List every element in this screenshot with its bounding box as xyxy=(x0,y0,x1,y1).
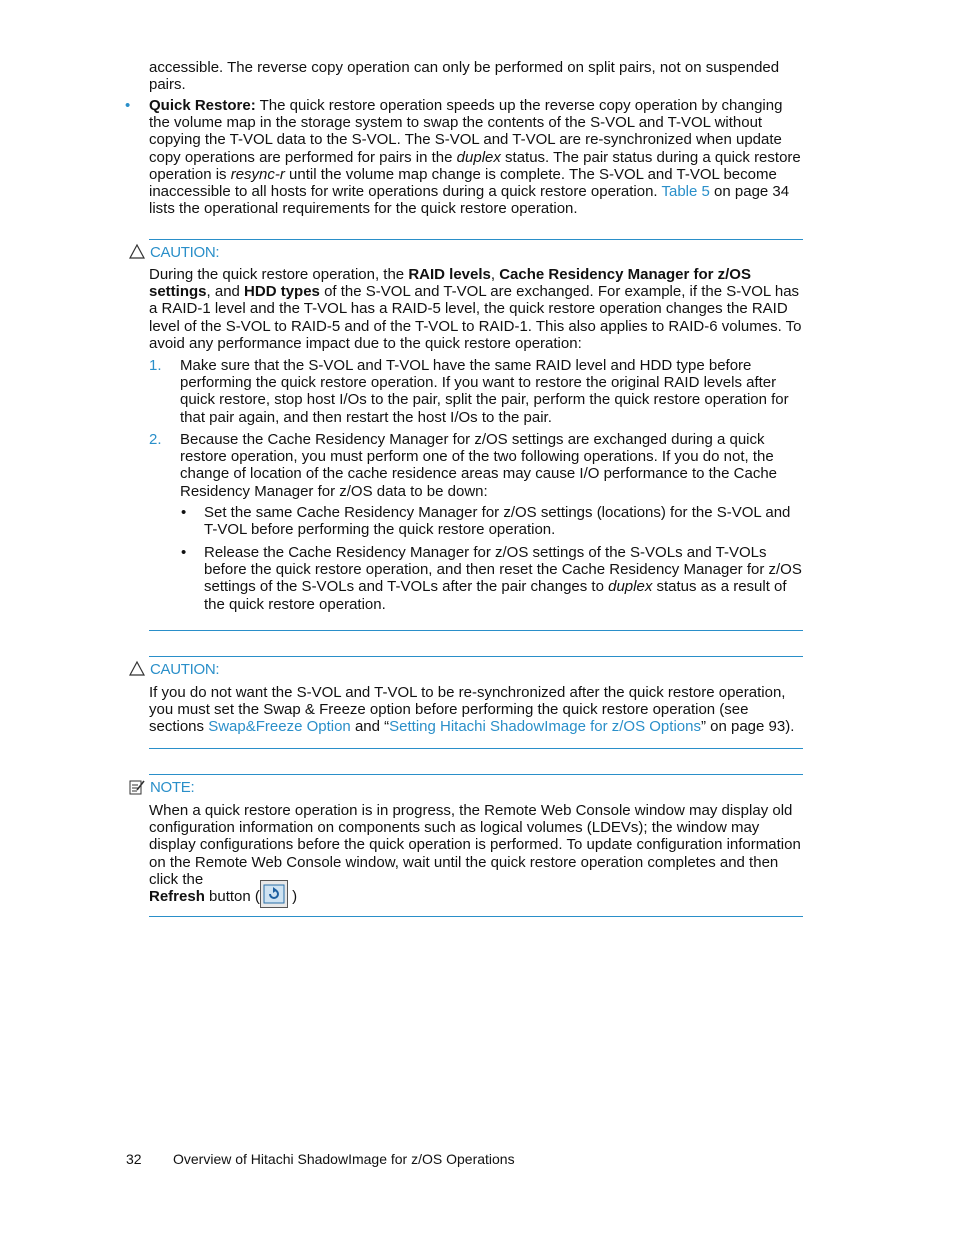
subitem-2-text: Release the Cache Residency Manager for z/OS settings of the S-VOLs and T-VOLs before the quick restore operation, and then reset the Cache Residency Manager for z/OS settings of the S-VOLs and T-VOLs after the pair changes to duplex status as a result of the quick restore operation. xyxy=(204,544,802,613)
subitem-1-text: Set the same Cache Residency Manager for z/OS settings (locations) for the S-VOL and T-VOL before performing the quick restore operation. xyxy=(204,504,791,539)
swap-freeze-link[interactable]: Swap&Freeze Option xyxy=(208,718,351,736)
note-bottom-rule xyxy=(149,916,803,917)
intro-continuation: accessible. The reverse copy operation can only be performed on split pairs, not on suspended pairs. xyxy=(149,59,780,94)
quick-restore-bullet: • xyxy=(125,97,131,114)
quick-restore-paragraph: Quick Restore: The quick restore operation speeds up the reverse copy operation by changing the volume map in the storage system to swap the contents of the S-VOL and T-VOL without copying the T-VOL data to the S-VOL. The S-VOL and T-VOL are re-synchronized when update copy operations are performed for pairs in the duplex status. The pair status during a quick restore operation is resync-r until the volume map change is complete. The S-VOL and T-VOL become inaccessible to all hosts for write operations during a quick restore operation. Table 5 on page 34 lists the operational requirements for the quick restore operation. xyxy=(149,97,801,218)
subitem-1-bullet: • xyxy=(181,504,187,521)
note-pencil-icon xyxy=(128,778,146,796)
quick-restore-term: Quick Restore: xyxy=(149,97,256,114)
caution2-paragraph: If you do not want the S-VOL and T-VOL to be re-synchronized after the quick restore operation, you must set the Swap & Freeze option before performing the quick restore operation (see sections Swap&Freeze Option and “Setting Hitachi ShadowImage for z/OS Options” on page 93). xyxy=(149,684,795,736)
shadowimage-options-link[interactable]: Setting Hitachi ShadowImage for z/OS Options xyxy=(389,718,701,736)
step-1-text: Make sure that the S-VOL and T-VOL have the same RAID level and HDD type before performing the quick restore operation. If you want to restore the original RAID levels after quick restore, stop host I/Os to the pair, split the pair, perform the quick restore operation for that pair again, and then restart the host I/Os to the pair. xyxy=(180,357,789,426)
note-top-rule xyxy=(149,774,803,775)
step-1-number: 1. xyxy=(149,357,162,374)
refresh-icon xyxy=(261,881,287,907)
step-2-text: Because the Cache Residency Manager for z/OS settings are exchanged during a quick restore operation, you must perform one of the two following operations. If you do not, the change of location of the cache residence areas may cause I/O performance to the Cache Residency Manager for z/OS data to be down: xyxy=(180,431,778,500)
subitem-2-bullet: • xyxy=(181,544,187,561)
footer-page-number: 32 xyxy=(126,1151,142,1167)
caution1-top-rule xyxy=(149,239,803,240)
caution1-paragraph: During the quick restore operation, the RAID levels, Cache Residency Manager for z/OS settings, and HDD types of the S-VOL and T-VOL are exchanged. For example, if the S-VOL has a RAID-1 level and the T-VOL has a RAID-5 level, the quick restore operation changes the RAID level of the S-VOL to RAID-5 and of the T-VOL to RAID-1. This also applies to RAID-6 volumes. To avoid any performance impact due to the quick restore operation: xyxy=(149,266,802,352)
caution1-heading xyxy=(128,242,219,262)
note-paragraph: When a quick restore operation is in progress, the Remote Web Console window may display old configuration information on components such as logical volumes (LDEVs); the window may display configurations before the quick operation is performed. To update configuration information on the Remote Web Console window, wait until the quick restore operation completes and then click the xyxy=(149,802,801,888)
note-refresh-line: Refresh button ( ) xyxy=(149,880,803,908)
table-5-link[interactable]: Table 5 xyxy=(661,183,710,201)
note-label: NOTE: xyxy=(150,778,195,796)
caution-triangle-icon xyxy=(128,243,146,261)
refresh-button-image xyxy=(260,880,288,908)
caution2-top-rule xyxy=(149,656,803,657)
caution-triangle-icon xyxy=(128,660,146,678)
footer-section-title: Overview of Hitachi ShadowImage for z/OS Operations xyxy=(173,1151,515,1167)
refresh-label: Refresh xyxy=(149,888,205,905)
caution2-label: CAUTION: xyxy=(150,660,220,678)
caution2-bottom-rule xyxy=(149,748,803,749)
note-heading xyxy=(128,777,194,797)
step-2-number: 2. xyxy=(149,431,162,448)
caution2-heading xyxy=(128,659,219,679)
caution1-bottom-rule xyxy=(149,630,803,631)
caution1-label: CAUTION: xyxy=(150,243,220,261)
